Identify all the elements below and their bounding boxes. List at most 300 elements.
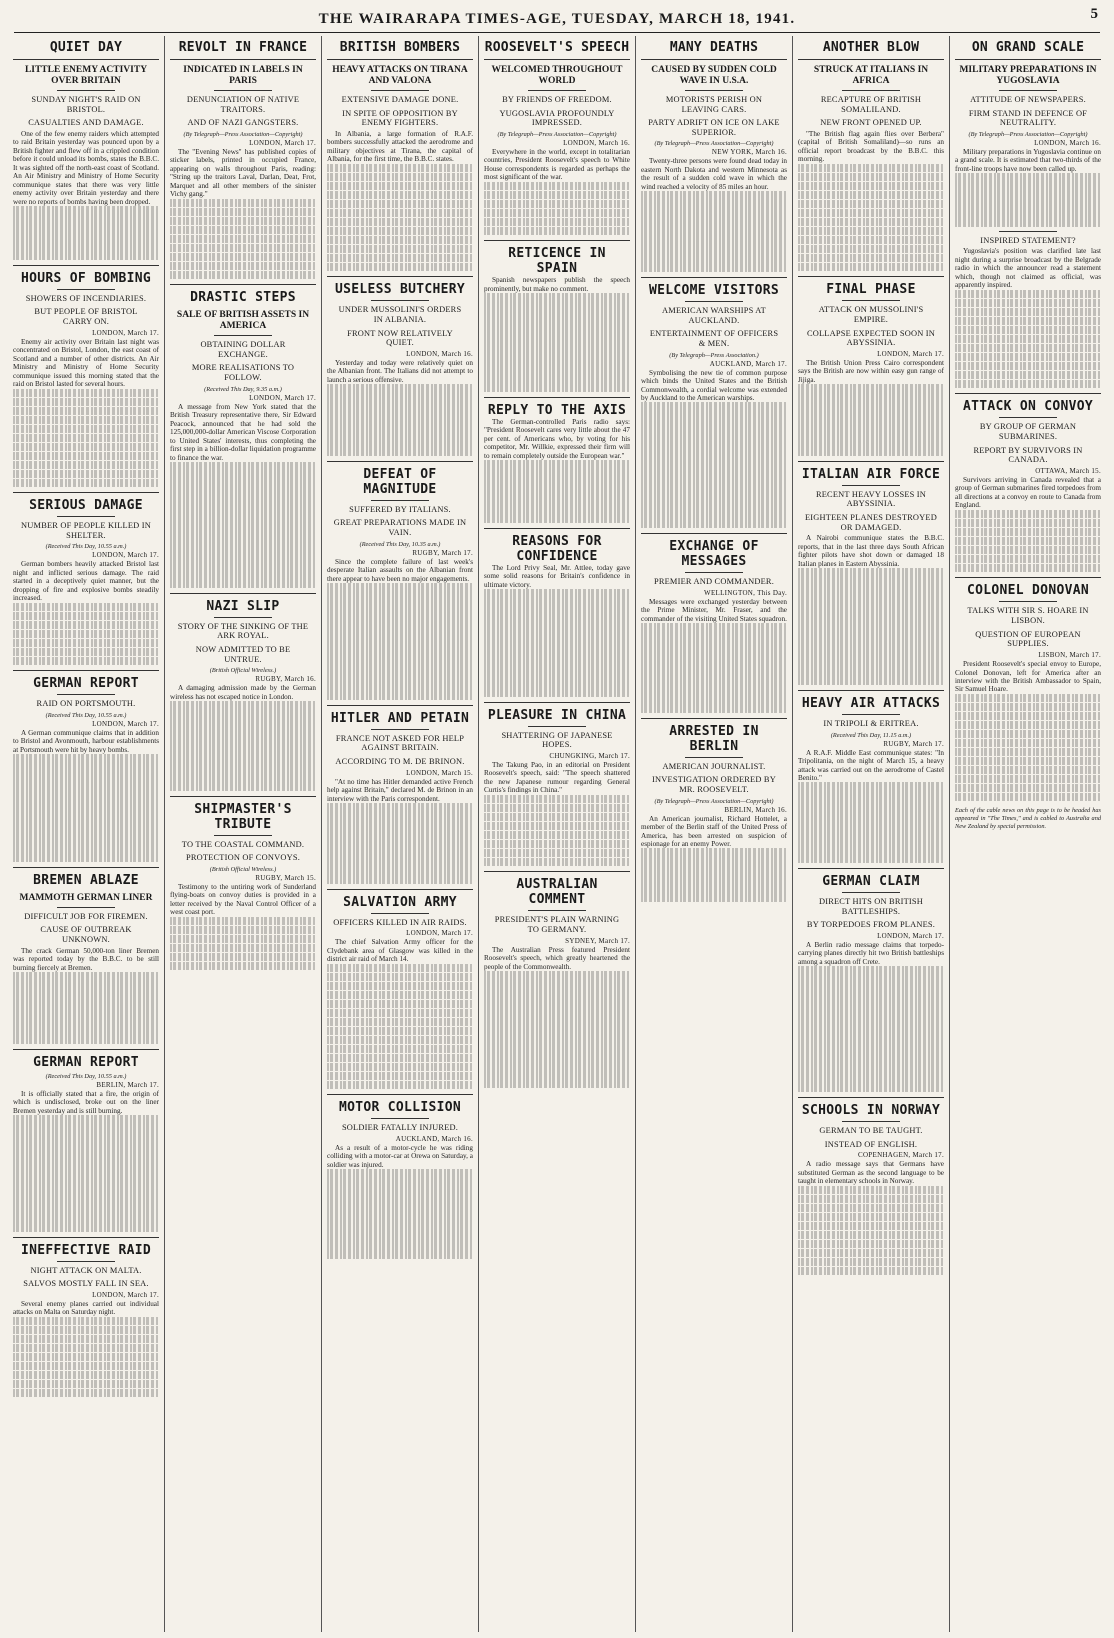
article-deck: SUFFERED BY ITALIANS.: [349, 504, 451, 514]
article-headline: MOTOR COLLISION: [327, 1094, 473, 1115]
text-line: [170, 543, 316, 552]
dateline: RUGBY, March 16.: [255, 675, 316, 684]
article-text-continued: [798, 568, 944, 685]
divider-rule: [999, 90, 1057, 91]
column-7: [950, 36, 1106, 1632]
article-text-continued: [484, 971, 630, 1088]
text-line: [13, 612, 159, 621]
text-line: [484, 634, 630, 643]
column-headline: BRITISH BOMBERS: [327, 36, 473, 60]
dateline: LONDON, March 17.: [92, 719, 159, 728]
text-line: [484, 607, 630, 616]
text-line: [484, 329, 630, 338]
article: [327, 705, 473, 884]
divider-rule: [842, 1121, 900, 1122]
text-line: [798, 836, 944, 845]
text-line: [641, 447, 787, 456]
article-body: Military preparations in Yugoslavia continue on a grand scale. It is estimated that two-thirds of the front-line troops have now been called up.: [955, 147, 1101, 173]
text-line: [13, 972, 159, 981]
article-text-continued: [798, 384, 944, 456]
text-line: [327, 1072, 473, 1081]
article-headline: BREMEN ABLAZE: [13, 867, 159, 888]
text-line: [13, 1380, 159, 1389]
article-deck: PRESIDENT'S PLAIN WARNING TO GERMANY.: [494, 915, 620, 934]
article-text-continued: [798, 1186, 944, 1276]
text-line: [327, 1241, 473, 1250]
dateline: CHUNGKING, March 17.: [549, 751, 630, 760]
text-line: [484, 589, 630, 598]
text-line: [13, 630, 159, 639]
text-line: [327, 1081, 473, 1090]
text-line: [13, 621, 159, 630]
article-headline: ARRESTED IN BERLIN: [641, 718, 787, 754]
text-line: [170, 462, 316, 471]
text-line: [798, 393, 944, 402]
article-deck: UNDER MUSSOLINI'S ORDERS IN ALBANIA.: [338, 305, 462, 324]
article-deck: STORY OF THE SINKING OF THE ARK ROYAL.: [177, 621, 309, 641]
article-subheadline: LITTLE ENEMY ACTIVITY OVER BRITAIN: [24, 65, 148, 86]
text-line: [484, 661, 630, 670]
article-deck: BY GROUP OF GERMAN SUBMARINES.: [979, 422, 1077, 441]
article: [327, 65, 473, 271]
article-body: A R.A.F. Middle East communique states: "In Tripolitania, on the night of March 15, a heavy attack was carried out on the aerodrome of Castel Benito.": [798, 748, 944, 782]
text-line: [641, 668, 787, 677]
dateline: LONDON, March 15.: [406, 768, 473, 777]
text-line: [484, 980, 630, 989]
text-line: [13, 1124, 159, 1133]
article: [13, 492, 159, 665]
article-body: A radio message says that Germans have substituted German as the second language to be taught in elementary schools in Norway.: [798, 1160, 944, 1186]
text-line: [955, 730, 1101, 739]
text-line: [955, 182, 1101, 191]
text-line: [170, 262, 316, 271]
article-deck: PREMIER AND COMMANDER.: [653, 576, 775, 586]
text-line: [641, 492, 787, 501]
text-line: [327, 848, 473, 857]
text-line: [327, 1009, 473, 1018]
article-text-continued: [641, 402, 787, 528]
text-line: [955, 335, 1101, 344]
text-line: [798, 1231, 944, 1240]
dateline: AUCKLAND, March 17.: [709, 359, 787, 368]
column-4: [479, 36, 636, 1632]
divider-rule: [528, 910, 586, 911]
text-line: [13, 251, 159, 260]
article-headline: SCHOOLS IN NORWAY: [798, 1097, 944, 1118]
text-line: [798, 640, 944, 649]
text-line: [484, 182, 630, 191]
divider-rule: [57, 90, 115, 91]
text-line: [13, 1214, 159, 1223]
article-deck: EXTENSIVE DAMAGE DONE.: [341, 94, 459, 104]
text-line: [641, 650, 787, 659]
article-deck: AMERICAN WARSHIPS AT AUCKLAND.: [662, 305, 766, 325]
text-line: [13, 398, 159, 407]
text-line: [798, 1186, 944, 1195]
text-line: [798, 676, 944, 685]
divider-rule: [685, 572, 743, 573]
text-line: [484, 514, 630, 523]
text-line: [484, 478, 630, 487]
article-headline: GERMAN REPORT: [13, 670, 159, 691]
article: [798, 690, 944, 863]
column-3: [322, 36, 479, 1632]
divider-rule: [371, 913, 429, 914]
dateline: RUGBY, March 17.: [883, 739, 944, 748]
column-headline: QUIET DAY: [13, 36, 159, 60]
article-body: Yesterday and today were relatively quiet on the Albanian front. The Italians did not attempt to launch a serious offensive.: [327, 358, 473, 384]
text-line: [798, 1222, 944, 1231]
text-line: [327, 1000, 473, 1009]
article-deck-secondary: YUGOSLAVIA PROFOUNDLY IMPRESSED.: [499, 108, 615, 128]
dateline: LONDON, March 16.: [1034, 138, 1101, 147]
text-line: [13, 425, 159, 434]
article: [955, 577, 1101, 801]
wire-credit: (Received This Day, 10.55 a.m.): [45, 543, 127, 551]
dateline: LONDON, March 16.: [406, 349, 473, 358]
article: [641, 718, 787, 902]
text-line: [327, 601, 473, 610]
text-line: [13, 1169, 159, 1178]
text-line: [170, 235, 316, 244]
text-line: [327, 1027, 473, 1036]
text-line: [955, 546, 1101, 555]
text-line: [13, 1115, 159, 1124]
text-line: [798, 827, 944, 836]
text-line: [798, 245, 944, 254]
text-line: [641, 420, 787, 429]
text-line: [798, 402, 944, 411]
text-line: [13, 479, 159, 488]
article: [13, 65, 159, 260]
text-line: [327, 803, 473, 812]
text-line: [327, 1054, 473, 1063]
article: [484, 702, 630, 867]
article: [484, 397, 630, 523]
text-line: [798, 1038, 944, 1047]
text-line: [327, 182, 473, 191]
text-line: [13, 1008, 159, 1017]
text-line: [484, 643, 630, 652]
text-line: [641, 848, 787, 857]
text-line: [641, 465, 787, 474]
article-text-continued: [327, 964, 473, 1090]
text-line: [798, 182, 944, 191]
divider-rule: [685, 90, 743, 91]
text-line: [641, 857, 787, 866]
text-line: [13, 452, 159, 461]
text-line: [170, 561, 316, 570]
text-line: [484, 652, 630, 661]
text-line: [13, 1353, 159, 1362]
article-text-continued: [327, 164, 473, 272]
text-line: [170, 755, 316, 764]
article-body: The Lord Privy Seal, Mr. Attlee, today gave some solid reasons for Britain's confidence in ultimate victory.: [484, 563, 630, 589]
text-line: [327, 839, 473, 848]
article-headline: SALVATION ARMY: [327, 889, 473, 910]
wire-credit: (By Telegraph—Press Association—Copyright): [183, 130, 303, 138]
text-line: [484, 795, 630, 804]
text-line: [798, 854, 944, 863]
text-line: [170, 199, 316, 208]
text-line: [641, 483, 787, 492]
article-text-continued: [641, 191, 787, 272]
text-line: [641, 866, 787, 875]
text-line: [170, 489, 316, 498]
text-line: [13, 1389, 159, 1398]
dateline: AUCKLAND, March 16.: [395, 1134, 473, 1143]
article-deck-secondary: BY TORPEDOES FROM PLANES.: [806, 920, 936, 930]
text-line: [170, 516, 316, 525]
text-line: [955, 218, 1101, 227]
text-line: [955, 555, 1101, 564]
text-line: [13, 215, 159, 224]
text-line: [170, 217, 316, 226]
text-line: [327, 592, 473, 601]
divider-rule: [214, 835, 272, 836]
text-line: [955, 308, 1101, 317]
text-line: [641, 704, 787, 713]
article-text-continued: [13, 972, 159, 1044]
text-line: [798, 595, 944, 604]
article-deck-secondary: INVESTIGATION ORDERED BY MR. ROOSEVELT.: [652, 775, 776, 794]
article-deck: ATTITUDE OF NEWSPAPERS.: [970, 94, 1086, 104]
article-deck: GERMAN TO BE TAUGHT.: [819, 1125, 923, 1135]
article-text-continued: [484, 182, 630, 236]
text-line: [13, 1344, 159, 1353]
text-line: [13, 790, 159, 799]
text-line: [327, 812, 473, 821]
divider-rule: [842, 485, 900, 486]
text-line: [13, 781, 159, 790]
text-line: [798, 809, 944, 818]
text-line: [798, 263, 944, 272]
article-text-continued: [484, 589, 630, 697]
text-line: [13, 416, 159, 425]
text-line: [641, 263, 787, 272]
text-line: [484, 822, 630, 831]
text-line: [641, 501, 787, 510]
article-subheadline: WELCOMED THROUGHOUT WORLD: [491, 65, 623, 86]
text-line: [13, 754, 159, 763]
article-headline: GERMAN CLAIM: [798, 868, 944, 889]
text-line: [955, 748, 1101, 757]
text-line: [327, 245, 473, 254]
text-line: [798, 411, 944, 420]
divider-rule: [371, 500, 429, 501]
text-line: [170, 917, 316, 926]
text-line: [170, 271, 316, 280]
text-line: [641, 677, 787, 686]
article-deck: OFFICERS KILLED IN AIR RAIDS.: [333, 917, 467, 927]
text-line: [798, 1213, 944, 1222]
article: [955, 65, 1101, 227]
text-line: [327, 1036, 473, 1045]
article-deck-secondary: COLLAPSE EXPECTED SOON IN ABYSSINIA.: [806, 328, 936, 348]
article-deck: TO THE COASTAL COMMAND.: [181, 839, 305, 849]
text-line: [798, 1047, 944, 1056]
column-headline: ON GRAND SCALE: [955, 36, 1101, 60]
dateline: LONDON, March 17.: [92, 328, 159, 337]
article: [13, 1237, 159, 1398]
text-line: [13, 1035, 159, 1044]
article-headline: REASONS FOR CONFIDENCE: [484, 528, 630, 564]
text-line: [484, 813, 630, 822]
text-line: [170, 552, 316, 561]
text-line: [13, 844, 159, 853]
text-line: [170, 953, 316, 962]
text-line: [798, 173, 944, 182]
article-deck-secondary: CAUSE OF OUTBREAK UNKNOWN.: [40, 925, 132, 945]
text-line: [484, 218, 630, 227]
text-line: [641, 456, 787, 465]
text-line: [327, 973, 473, 982]
text-line: [327, 218, 473, 227]
article-deck-secondary: REPORT BY SURVIVORS IN CANADA.: [973, 445, 1083, 465]
text-line: [13, 1317, 159, 1326]
text-line: [327, 411, 473, 420]
divider-rule: [371, 300, 429, 301]
text-line: [484, 804, 630, 813]
text-line: [170, 253, 316, 262]
text-line: [798, 966, 944, 975]
article-deck-secondary: GREAT PREPARATIONS MADE IN VAIN.: [333, 518, 467, 538]
text-line: [170, 701, 316, 710]
text-line: [327, 1018, 473, 1027]
article-headline: AUSTRALIAN COMMENT: [484, 871, 630, 907]
text-line: [484, 338, 630, 347]
text-line: [955, 510, 1101, 519]
article-deck-secondary: ENTERTAINMENT OF OFFICERS & MEN.: [649, 329, 779, 348]
text-line: [798, 164, 944, 173]
article-body: An American journalist, Richard Hottelet, a member of the Berlin staff of the United Press of America, has been arrested on suspicion of espionage for an enemy Power.: [641, 814, 787, 848]
article: [170, 65, 316, 279]
article-deck: INSPIRED STATEMENT?: [980, 235, 1076, 245]
wire-credit: (Received This Day, 10.35 a.m.): [359, 540, 441, 548]
text-line: [13, 434, 159, 443]
article-body: A damaging admission made by the German wireless has not escaped notice in London.: [170, 684, 316, 701]
text-line: [484, 320, 630, 329]
text-line: [13, 407, 159, 416]
article-text-continued: [955, 694, 1101, 802]
text-line: [798, 845, 944, 854]
article: [955, 231, 1101, 389]
text-line: [327, 982, 473, 991]
text-line: [170, 935, 316, 944]
article-deck-secondary: MORE REALISATIONS TO FOLLOW.: [191, 363, 295, 383]
text-line: [798, 984, 944, 993]
text-line: [798, 658, 944, 667]
text-line: [327, 583, 473, 592]
article: [13, 1049, 159, 1232]
divider-rule: [999, 417, 1057, 418]
text-line: [484, 998, 630, 1007]
divider-rule: [842, 300, 900, 301]
article: [170, 284, 316, 587]
text-line: [798, 1258, 944, 1267]
dateline: RUGBY, March 17.: [412, 548, 473, 557]
column-headline: ANOTHER BLOW: [798, 36, 944, 60]
text-line: [641, 519, 787, 528]
article-deck: NIGHT ATTACK ON MALTA.: [30, 1265, 142, 1275]
text-line: [798, 577, 944, 586]
text-line: [641, 218, 787, 227]
dateline: WELLINGTON, This Day.: [704, 588, 787, 597]
article-headline: ATTACK ON CONVOY: [955, 393, 1101, 414]
article-text-continued: [641, 623, 787, 713]
text-line: [327, 263, 473, 272]
text-line: [641, 411, 787, 420]
text-line: [798, 613, 944, 622]
divider-rule: [371, 1118, 429, 1119]
article-body: One of the few enemy raiders which attempted to raid Britain yesterday was pounced upon by a British fighter and flew off in a crippled condition before it could unload its bombs, states the B.B.C. It was sighted off the north-east coast of Scotland. An Air Ministry and Ministry of Home Security communique states that there was very little enemy activity over Britain yesterday and there were no reports of bombs having been dropped.: [13, 129, 159, 206]
article-deck: TALKS WITH SIR S. HOARE IN LISBON.: [967, 606, 1089, 626]
column-5: [636, 36, 793, 1632]
text-line: [955, 200, 1101, 209]
article-headline: FINAL PHASE: [798, 276, 944, 297]
text-line: [484, 227, 630, 236]
text-line: [327, 429, 473, 438]
article-deck: SHOWERS OF INCENDIARIES.: [25, 293, 147, 303]
text-line: [170, 746, 316, 755]
text-line: [327, 830, 473, 839]
text-line: [484, 989, 630, 998]
article-body: Spanish newspapers publish the speech prominently, but make no comment.: [484, 276, 630, 293]
article: [170, 593, 316, 791]
article-deck: NUMBER OF PEOPLE KILLED IN SHELTER.: [21, 521, 151, 540]
text-line: [798, 1002, 944, 1011]
text-line: [641, 236, 787, 245]
article-text-continued: [327, 384, 473, 456]
text-line: [641, 402, 787, 411]
text-line: [170, 962, 316, 971]
wire-credit: (By Telegraph—Press Association—Copyright): [654, 140, 774, 148]
article-deck-secondary: PARTY ADRIFT ON ICE ON LAKE SUPERIOR.: [648, 118, 780, 137]
article-deck-secondary: PROTECTION OF CONVOYS.: [186, 853, 300, 863]
text-line: [798, 604, 944, 613]
text-line: [484, 487, 630, 496]
article: [798, 461, 944, 685]
text-line: [327, 1205, 473, 1214]
text-line: [641, 209, 787, 218]
article: [641, 65, 787, 272]
text-line: [955, 353, 1101, 362]
text-line: [641, 474, 787, 483]
article: [327, 889, 473, 1090]
text-line: [484, 191, 630, 200]
article: [484, 528, 630, 697]
article-headline: HEAVY AIR ATTACKS: [798, 690, 944, 711]
article-deck: MOTORISTS PERISH ON LEAVING CARS.: [665, 94, 763, 114]
wire-credit: (By Telegraph—Press Association.): [669, 351, 759, 359]
article-body: Everywhere in the world, except in totalitarian countries, President Roosevelt's speech to White House correspondents is regarded as perhaps the most significant of the war.: [484, 147, 630, 182]
text-line: [13, 603, 159, 612]
text-line: [798, 800, 944, 809]
article-deck: SOLDIER FATALLY INJURED.: [341, 1123, 459, 1133]
article-text-continued: [13, 389, 159, 488]
text-line: [484, 460, 630, 469]
dateline: LISBON, March 17.: [1038, 651, 1101, 660]
dateline: LONDON, March 17.: [92, 1291, 159, 1299]
text-line: [13, 233, 159, 242]
text-line: [327, 191, 473, 200]
text-line: [955, 775, 1101, 784]
article-body: A Nairobi communique states the B.B.C. reports, that in the last three days South African fighter pilots have shot down or damaged 18 Italian planes in Eastern Abyssinia.: [798, 534, 944, 568]
text-line: [484, 1052, 630, 1061]
text-line: [955, 317, 1101, 326]
article-body: The Takung Pao, in an editorial on President Roosevelt's speech, said: "The speech shattered the new Japanese rumour regarding General Curtis's findings in China.": [484, 760, 630, 795]
text-line: [13, 1196, 159, 1205]
